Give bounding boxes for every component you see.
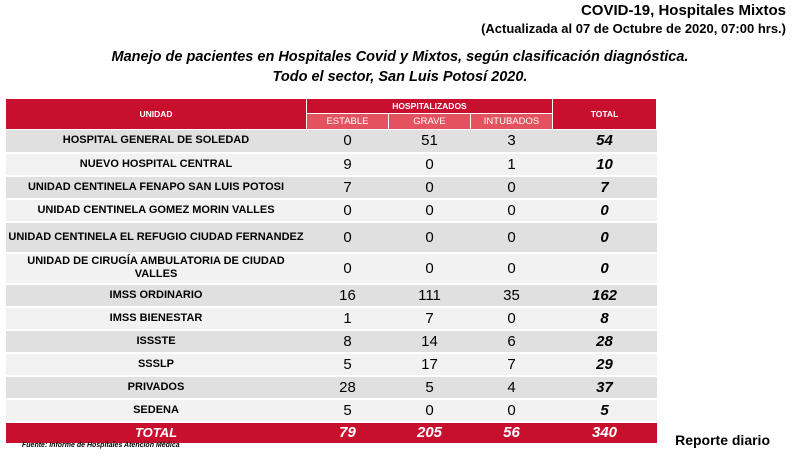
table-row <box>6 253 657 284</box>
column-header-unidad: UNIDAD <box>6 99 307 130</box>
table-row <box>6 330 657 353</box>
total-cell: 162 <box>553 284 657 307</box>
grave-cell: 7 <box>389 307 471 330</box>
intubados-cell: 0 <box>471 176 553 199</box>
grave-cell: 0 <box>389 153 471 176</box>
unit-name: NUEVO HOSPITAL CENTRAL <box>6 153 307 176</box>
grave-cell: 5 <box>389 376 471 399</box>
total-estable: 79 <box>307 422 389 443</box>
grave-cell: 0 <box>389 222 471 253</box>
estable-cell: 16 <box>307 284 389 307</box>
column-header-total: TOTAL <box>553 99 657 130</box>
estable-cell: 5 <box>307 399 389 422</box>
intubados-cell: 0 <box>471 253 553 284</box>
totals-row <box>6 422 657 443</box>
unit-name: UNIDAD CENTINELA FENAPO SAN LUIS POTOSI <box>6 176 307 199</box>
estable-cell: 9 <box>307 153 389 176</box>
total-cell: 29 <box>553 353 657 376</box>
grave-cell: 0 <box>389 253 471 284</box>
column-header-hospitalizados: HOSPITALIZADOS <box>307 99 553 114</box>
estable-cell: 5 <box>307 353 389 376</box>
table-row <box>6 399 657 422</box>
update-timestamp: (Actualizada al 07 de Octubre de 2020, 07:00 hrs.) <box>481 21 786 36</box>
grave-cell: 111 <box>389 284 471 307</box>
intubados-cell: 0 <box>471 307 553 330</box>
unit-name: IMSS BIENESTAR <box>6 307 307 330</box>
estable-cell: 0 <box>307 222 389 253</box>
unit-name: UNIDAD CENTINELA EL REFUGIO CIUDAD FERNANDEZ <box>6 222 307 253</box>
grave-cell: 0 <box>389 399 471 422</box>
total-cell: 10 <box>553 153 657 176</box>
intubados-cell: 6 <box>471 330 553 353</box>
table-row <box>6 307 657 330</box>
unit-name: SEDENA <box>6 399 307 422</box>
table-row <box>6 284 657 307</box>
hospital-patients-table <box>5 98 657 443</box>
total-cell: 8 <box>553 307 657 330</box>
intubados-cell: 4 <box>471 376 553 399</box>
estable-cell: 0 <box>307 199 389 222</box>
unit-name: PRIVADOS <box>6 376 307 399</box>
source-note: Fuente: Informe de Hospitales Atención Médica <box>22 442 180 449</box>
unit-name: IMSS ORDINARIO <box>6 284 307 307</box>
total-intubados: 56 <box>471 422 553 443</box>
unit-name: UNIDAD DE CIRUGÍA AMBULATORIA DE CIUDAD VALLES <box>6 253 307 284</box>
grave-cell: 51 <box>389 130 471 153</box>
intubados-cell: 35 <box>471 284 553 307</box>
daily-report-label: Reporte diario <box>675 432 770 448</box>
grave-cell: 0 <box>389 199 471 222</box>
column-header-grave: GRAVE <box>389 114 471 130</box>
column-header-intubados: INTUBADOS <box>471 114 553 130</box>
table-row <box>6 199 657 222</box>
estable-cell: 8 <box>307 330 389 353</box>
grave-cell: 14 <box>389 330 471 353</box>
table-subtitle-line1: Manejo de pacientes en Hospitales Covid y Mixtos, según clasificación diagnóstica. <box>111 49 689 65</box>
estable-cell: 1 <box>307 307 389 330</box>
total-cell: 54 <box>553 130 657 153</box>
total-cell: 5 <box>553 399 657 422</box>
intubados-cell: 7 <box>471 353 553 376</box>
intubados-cell: 0 <box>471 222 553 253</box>
unit-name: ISSSTE <box>6 330 307 353</box>
column-header-estable: ESTABLE <box>307 114 389 130</box>
table-subtitle-line2: Todo el sector, San Luis Potosí 2020. <box>272 69 528 85</box>
total-cell: 37 <box>553 376 657 399</box>
total-grave: 205 <box>389 422 471 443</box>
unit-name: UNIDAD CENTINELA GOMEZ MORIN VALLES <box>6 199 307 222</box>
intubados-cell: 0 <box>471 199 553 222</box>
total-cell: 0 <box>553 199 657 222</box>
intubados-cell: 3 <box>471 130 553 153</box>
table-row <box>6 376 657 399</box>
intubados-cell: 1 <box>471 153 553 176</box>
estable-cell: 28 <box>307 376 389 399</box>
estable-cell: 0 <box>307 253 389 284</box>
unit-name: SSSLP <box>6 353 307 376</box>
total-cell: 7 <box>553 176 657 199</box>
totals-label: TOTAL <box>6 422 307 443</box>
document-title: COVID-19, Hospitales Mixtos <box>580 2 786 19</box>
grave-cell: 17 <box>389 353 471 376</box>
estable-cell: 7 <box>307 176 389 199</box>
unit-name: HOSPITAL GENERAL DE SOLEDAD <box>6 130 307 153</box>
total-cell: 28 <box>553 330 657 353</box>
table-row <box>6 222 657 253</box>
table-row <box>6 130 657 153</box>
total-cell: 0 <box>553 222 657 253</box>
grand-total: 340 <box>553 422 657 443</box>
total-cell: 0 <box>553 253 657 284</box>
table-row <box>6 176 657 199</box>
table-row <box>6 153 657 176</box>
estable-cell: 0 <box>307 130 389 153</box>
grave-cell: 0 <box>389 176 471 199</box>
table-row <box>6 353 657 376</box>
intubados-cell: 0 <box>471 399 553 422</box>
